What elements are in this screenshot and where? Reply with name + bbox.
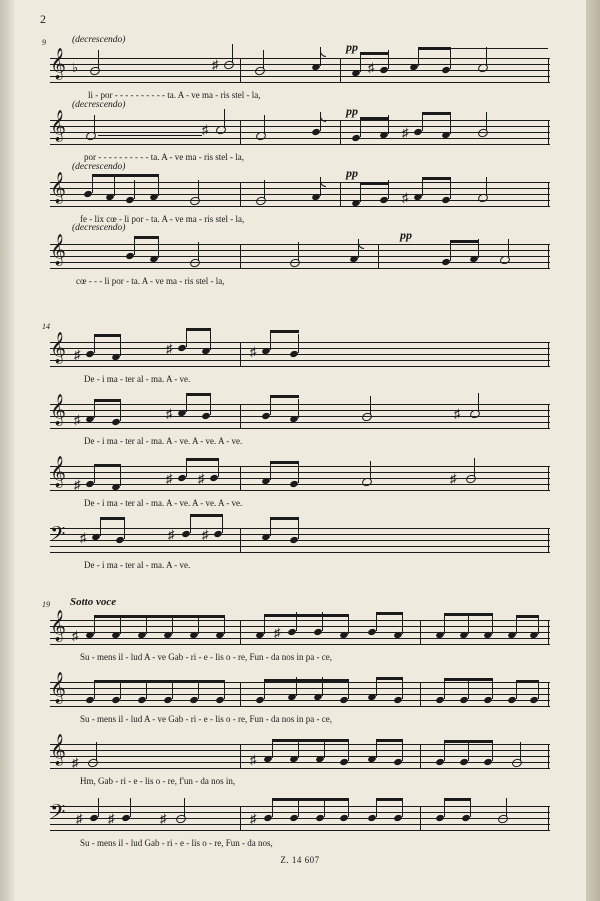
notehead — [254, 66, 266, 77]
notehead — [497, 814, 509, 825]
notehead — [465, 474, 477, 485]
dynamic-pp-2: pp — [346, 104, 358, 118]
notehead — [89, 66, 101, 77]
notehead — [511, 758, 523, 769]
dynamic-pp-4: pp — [400, 228, 412, 242]
staff-1-3: 𝄞 ♯ — [50, 182, 550, 208]
lyrics-line-4: Su - mens il - lud Gab - ri - e - lis o - re, Fun - da nos, — [80, 838, 273, 848]
direction-sotto-voce: Sotto voce — [70, 596, 117, 608]
notehead — [289, 258, 301, 269]
staff-3-2 — [50, 672, 550, 708]
measure-number-9: 9 — [42, 38, 46, 47]
tie-extension — [102, 70, 210, 71]
treble-clef: 𝄞 — [50, 172, 66, 202]
staff-2-3: 𝄞 ♯ ♯ ♯ ♯ — [50, 466, 550, 492]
staff-3-4: 𝄢 ♯ ♯ ♯ ♯ — [50, 806, 550, 832]
lyrics-line-3: Hm, Gab - ri - e - lis o - re, f'un - da nos in, — [80, 776, 236, 786]
treble-clef: 𝄞 — [50, 48, 66, 78]
treble-clef: 𝄞 — [50, 332, 66, 362]
treble-clef: 𝄞 — [50, 610, 66, 640]
direction-decrescendo-1: (decrescendo) — [72, 35, 126, 45]
notehead — [87, 758, 99, 769]
staff-1-1: 𝄞 ♭ ♯ ♯ — [50, 58, 550, 84]
staff-2-4: 𝄢 ♯ ♯ ♯ — [50, 528, 550, 554]
direction-decrescendo-4: (decrescendo) — [72, 223, 126, 233]
treble-clef: 𝄞 — [50, 734, 66, 764]
lyrics-line-1: Su - mens il - lud A - ve Gab - ri - e - lis o - re, Fun - da nos in pa - ce, — [80, 652, 332, 662]
treble-clef: 𝄞 — [50, 394, 66, 424]
score-page — [14, 0, 586, 901]
system-2 — [42, 322, 550, 570]
lyrics-line-4: cœ - - - li por - ta. A - ve ma - ris stel - la, — [76, 276, 225, 286]
system-1 — [42, 35, 550, 286]
lyrics-line-3: De - i ma - ter al - ma. A - ve. A - ve. A - ve. — [84, 498, 243, 508]
direction-decrescendo-3: (decrescendo) — [72, 162, 126, 172]
treble-clef: 𝄞 — [50, 110, 66, 140]
treble-clef: 𝄞 — [50, 234, 66, 264]
notehead — [477, 128, 489, 139]
notehead — [189, 196, 201, 207]
plate-number: Z. 14 607 — [280, 855, 320, 865]
measure-number-19: 19 — [42, 600, 50, 609]
lyrics-line-2: De - i ma - ter al - ma. A - ve. A - ve. A - ve. — [84, 436, 243, 446]
lyrics-line-2: por - - - - - - - - - - ta. A - ve ma - ris stel - la, — [84, 152, 244, 162]
notehead — [223, 60, 235, 71]
staff-2-1: 𝄞 ♯ ♯ ♯ — [50, 342, 550, 368]
lyrics-line-1: li - por - - - - - - - - - - ta. A - ve ma - ris stel - la, — [88, 90, 261, 100]
direction-decrescendo-2: (decrescendo) — [72, 100, 126, 110]
measure-number-14: 14 — [42, 322, 50, 331]
lyrics-line-4: De - i ma - ter al - ma. A - ve. — [84, 560, 191, 570]
lyrics-line-1: De - i ma - ter al - ma. A - ve. — [84, 374, 191, 384]
notehead — [361, 412, 373, 423]
notehead — [189, 258, 201, 269]
treble-clef: 𝄞 — [50, 456, 66, 486]
system-3 — [42, 596, 550, 848]
notehead — [175, 814, 187, 825]
lyrics-line-3: fe - lix cœ - li por - ta. A - ve ma - ris stel - la, — [80, 214, 245, 224]
notehead — [255, 196, 267, 207]
bass-clef: 𝄢 — [50, 802, 66, 828]
hairpin-line-top — [450, 48, 548, 49]
staff-3-1: 𝄞 ♯ ♯ — [50, 620, 550, 646]
key-accidental: ♭ — [72, 60, 79, 75]
staff-3-3: 𝄞 ♯ ♯ — [50, 744, 550, 770]
dynamic-pp-1: pp — [346, 40, 358, 54]
lyrics-line-2: Su - mens il - lud A - ve Gab - ri - e - lis o - re, Fun - da nos in pa - ce, — [80, 714, 332, 724]
staff-1-2: 𝄞 ♯ ♯ — [50, 120, 550, 146]
page-number: 2 — [40, 12, 46, 26]
treble-clef: 𝄞 — [50, 672, 66, 702]
bass-clef: 𝄢 — [50, 524, 66, 550]
dynamic-pp-3: pp — [346, 166, 358, 180]
staff-2-2: 𝄞 ♯ ♯ ♯ — [50, 404, 550, 430]
